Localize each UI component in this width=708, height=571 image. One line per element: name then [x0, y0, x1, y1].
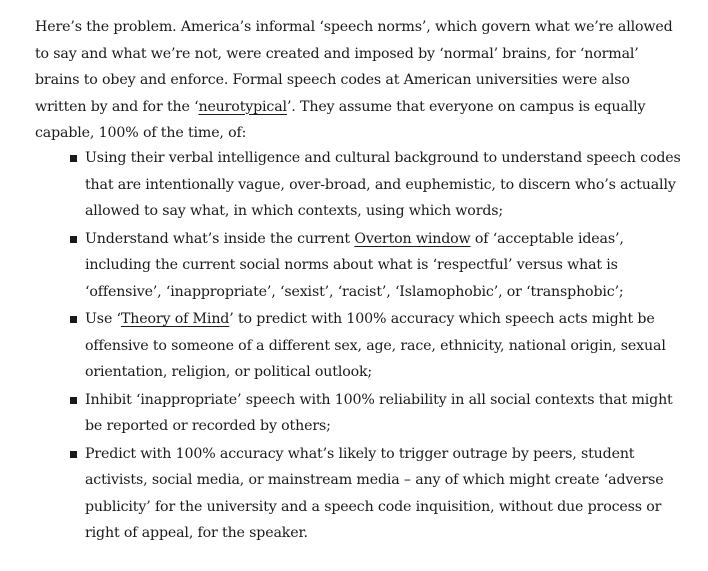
neurotypical-link[interactable]: neurotypical: [198, 98, 287, 115]
square-bullet-icon: [70, 316, 77, 323]
abilities-list: [70, 145, 685, 548]
list-item-text: Understand what’s inside the current: [85, 230, 355, 247]
list-item-text-end: of ‘acceptable ideas’, including the current social norms about what is ‘respectful’ versus what is ‘offensive’, ‘inappropriate’, ‘sexist’, ‘racist’, ‘Islamophobic’, or ‘transphobic’;: [85, 230, 624, 300]
square-bullet-icon: [70, 397, 77, 404]
list-item-text-end: ’ to predict with 100% accuracy which speech acts might be offensive to someone of a different sex, age, race, ethnicity, national origin, sexual orientation, religion, or political outlook;: [85, 311, 666, 380]
list-item: [70, 387, 685, 440]
list-item: [70, 441, 685, 547]
list-item-text: Predict with 100% accuracy what’s likely to trigger outrage by peers, student activists, social media, or mainstream media – any of which might create ‘adverse publicity’ for the university and a speech code inquisition, without due process or right of appeal, for the speaker.: [85, 445, 664, 541]
intro-text: Here’s the problem. America’s informal ‘speech norms’, which govern what we’re allowed to say and what we’re not, were created and imposed by ‘normal’ brains, for ‘normal’ brains to obey and enforce. Formal speech codes at American universities were also written by and for the ‘: [35, 19, 673, 115]
intro-text-end: ’. They assume that everyone on campus is equally capable, 100% of the time, of:: [35, 98, 646, 141]
list-item: [70, 306, 685, 386]
square-bullet-icon: [70, 236, 77, 243]
theory-of-mind-link[interactable]: Theory of Mind: [120, 311, 230, 327]
article-body: [35, 14, 685, 541]
overton-window-link[interactable]: Overton window: [354, 230, 471, 247]
intro-paragraph: [35, 14, 685, 147]
list-item-text: Use ‘: [85, 311, 121, 327]
square-bullet-icon: [70, 155, 77, 162]
list-item-text: Using their verbal intelligence and cultural background to understand speech codes that are intentionally vague, over-broad, and euphemistic, to discern who’s actually allowed to say what, in which contexts, using which words;: [85, 150, 681, 219]
list-item: [70, 145, 685, 225]
list-item-text: Inhibit ‘inappropriate’ speech with 100% reliability in all social contexts that might be reported or recorded by others;: [85, 391, 673, 434]
square-bullet-icon: [70, 451, 77, 458]
list-item: [70, 226, 685, 306]
